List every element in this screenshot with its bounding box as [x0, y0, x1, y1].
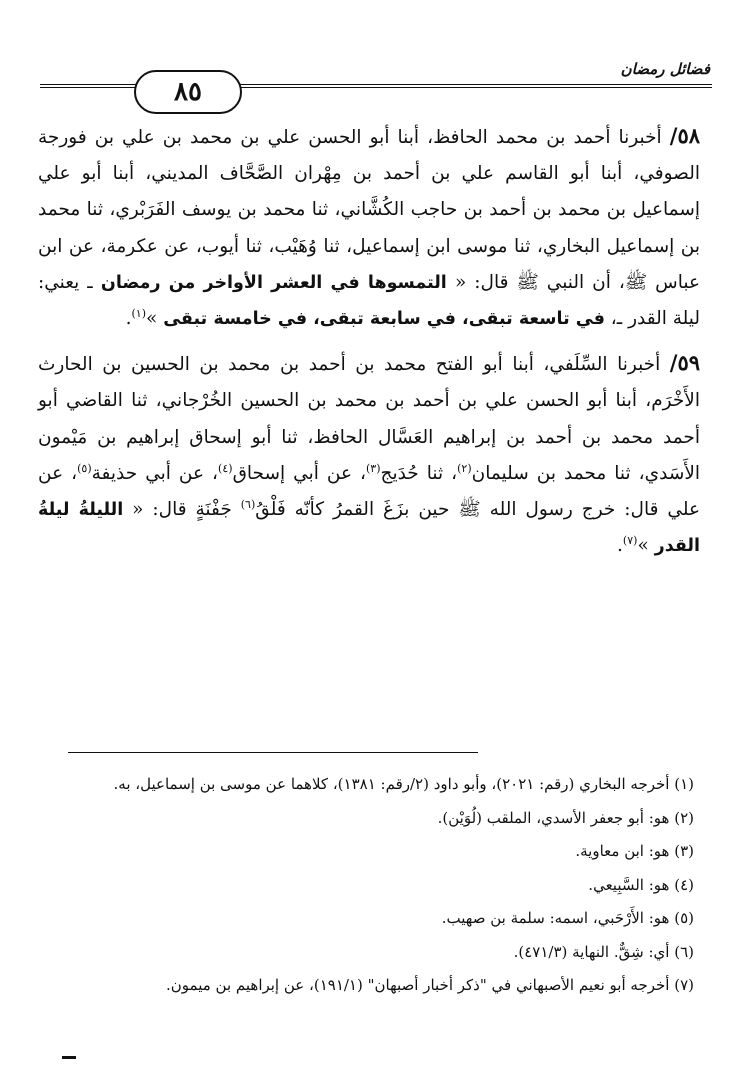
- footnote-ref[interactable]: (٥): [77, 461, 92, 475]
- page-end-mark: [62, 1056, 76, 1059]
- paragraph-58: [38, 118, 700, 337]
- hadith-number: ٥٩/: [669, 350, 700, 376]
- page-header: [40, 54, 712, 114]
- footnote-1: (١) أخرجه البخاري (رقم: ٢٠٢١)، وأبو داود (٢/رقم: ١٣٨١)، كلاهما عن موسى بن إسماعيل، به.: [113, 775, 694, 793]
- running-title: فضائل رمضان: [620, 60, 710, 78]
- footnote-6: (٦) أي: شِقٌّ. النهاية (٤٧١/٣).: [513, 942, 694, 961]
- footnote-ref[interactable]: (٧): [622, 534, 638, 548]
- gloss-text: ـ يعني: ليلة القدر ـ،: [38, 271, 700, 330]
- hadith-text: الليلةُ ليلةُ القدر: [38, 500, 700, 557]
- footnote-3: (٣) هو: ابن معاوية.: [575, 842, 694, 860]
- matn-text: ، عن علي قال: خرج رسول الله ﷺ حين بزَغَ القمرُ كأنّه فَلْقُ: [38, 462, 700, 521]
- quote-close: »: [637, 535, 655, 557]
- hadith-text: التمسوها في العشر الأواخر من رمضان: [92, 272, 455, 293]
- footnote-4: (٤) هو: السَّبِيعي.: [588, 875, 694, 894]
- isnad-text: ، عن أبي حذيفة: [91, 462, 219, 484]
- footnote-5: (٥) هو: الأَرْحَبي، اسمه: سلمة بن صهيب.: [441, 909, 694, 927]
- quote-close: »: [146, 308, 164, 330]
- isnad-text: ، ثنا حُدَيج: [380, 462, 458, 484]
- paragraph-59: [38, 345, 700, 564]
- footnote-2: (٢) هو: أبو جعفر الأسدي، الملقب (لُوَيْن).: [437, 808, 694, 827]
- footnote-ref[interactable]: (٤): [218, 461, 233, 475]
- footnote-ref[interactable]: (٦): [240, 497, 256, 511]
- main-text: [38, 118, 700, 564]
- footnote-ref[interactable]: (٢): [457, 461, 472, 475]
- hadith-text: في تاسعة تبقى، في سابعة تبقى، في خامسة تبقى: [163, 309, 605, 330]
- footnote-ref[interactable]: (١): [131, 306, 147, 320]
- footnote-ref[interactable]: (٣): [365, 461, 381, 475]
- isnad-text: ، عن أبي إسحاق: [232, 462, 366, 484]
- footnote-7: (٧) أخرجه أبو نعيم الأصبهاني في "ذكر أخبار أصبهان" (١٩١/١)، عن إبراهيم بن ميمون.: [166, 976, 694, 994]
- period: .: [125, 308, 132, 330]
- matn-text: جَفْنَةٍ قال: «: [123, 499, 241, 521]
- footnotes: [40, 768, 694, 1003]
- footnote-divider: [68, 752, 478, 753]
- isnad-text: أخبرنا أحمد بن محمد الحافظ، أبنا أبو الحسن علي بن محمد بن علي بن فورجة الصوفي، أبنا أبو القاسم علي بن أحمد بن مِهْران الصَّحَّاف المديني، أبنا أبو علي إسماعيل بن محمد بن أحمد بن حاجب الكُشَّاني، ثنا محمد بن يوسف الفَرَبْري، ثنا محمد بن إسماعيل البخاري، ثنا موسى ابن إسماعيل، ثنا وُهَيْب، ثنا أيوب، عن عكرمة، عن ابن عباس ﷺ، أن النبي ﷺ قال: «: [38, 127, 700, 293]
- isnad-text: أخبرنا السِّلَفي، أبنا أبو الفتح محمد بن أحمد بن محمد بن الحسين بن الحارث الأَخْرَم، أبنا أبو الحسن علي بن أحمد بن محمد بن الحسين الخُرْجاني، ثنا القاضي أبو أحمد محمد بن أحمد بن إبراهيم العَسَّال الحافظ، ثنا أبو إسحاق إبراهيم بن مَيْمون الأَسَدي، ثنا محمد بن سليمان: [38, 354, 701, 484]
- hadith-number: ٥٨/: [669, 123, 700, 148]
- period: .: [617, 535, 623, 557]
- page-number: ٨٥: [134, 70, 242, 114]
